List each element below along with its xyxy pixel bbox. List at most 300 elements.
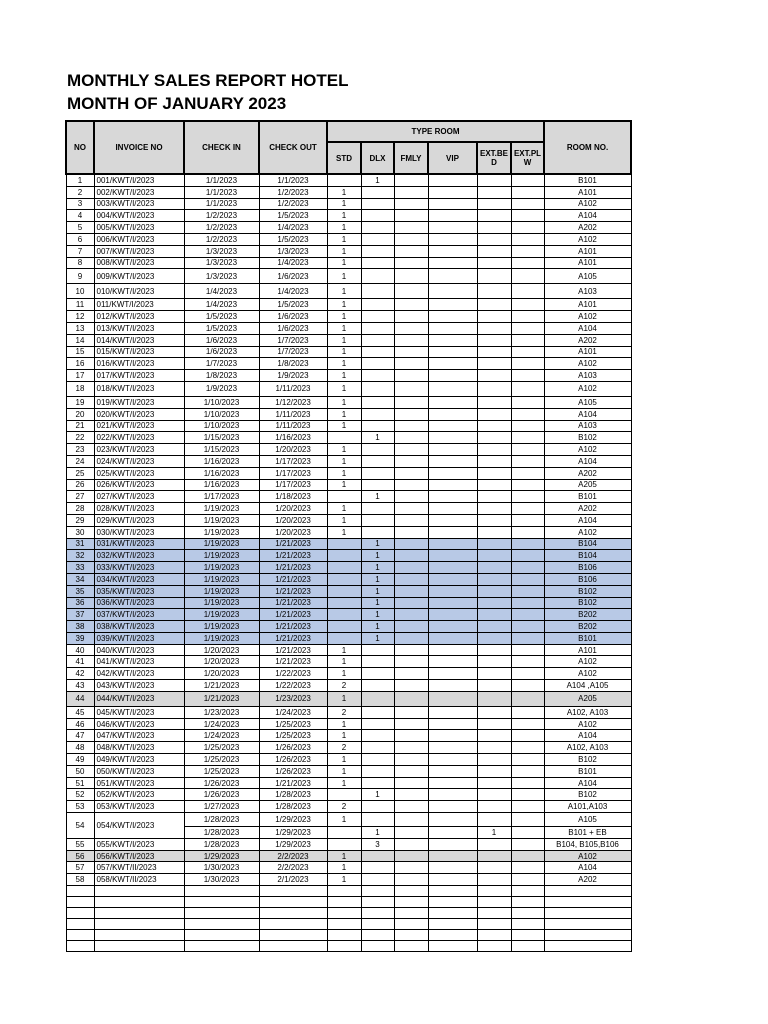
cell-no: 14 bbox=[66, 334, 94, 346]
cell-no: 50 bbox=[66, 765, 94, 777]
empty-cell bbox=[66, 886, 94, 897]
cell-check-in: 1/29/2023 bbox=[184, 850, 259, 862]
cell-vip bbox=[428, 222, 477, 234]
cell-vip bbox=[428, 322, 477, 334]
cell-vip bbox=[428, 174, 477, 186]
cell-fmly bbox=[394, 526, 428, 538]
cell-std: 1 bbox=[327, 514, 361, 526]
cell-ext-bed bbox=[477, 609, 511, 621]
empty-cell bbox=[259, 897, 327, 908]
cell-check-out: 1/29/2023 bbox=[259, 813, 327, 827]
table-row bbox=[66, 381, 631, 396]
cell-vip bbox=[428, 467, 477, 479]
table-row bbox=[66, 299, 631, 311]
cell-std: 1 bbox=[327, 186, 361, 198]
table-row bbox=[66, 621, 631, 633]
cell-vip bbox=[428, 765, 477, 777]
cell-dlx bbox=[361, 222, 394, 234]
cell-ext-plw bbox=[511, 299, 544, 311]
cell-check-in: 1/5/2023 bbox=[184, 322, 259, 334]
cell-ext-plw bbox=[511, 691, 544, 706]
empty-cell bbox=[544, 908, 631, 919]
cell-dlx bbox=[361, 299, 394, 311]
cell-ext-bed bbox=[477, 706, 511, 718]
cell-check-in: 1/1/2023 bbox=[184, 186, 259, 198]
cell-vip bbox=[428, 777, 477, 789]
cell-no: 22 bbox=[66, 432, 94, 444]
table-row bbox=[66, 432, 631, 444]
empty-cell bbox=[477, 930, 511, 941]
table-row bbox=[66, 358, 631, 370]
table-row bbox=[66, 777, 631, 789]
cell-check-in: 1/7/2023 bbox=[184, 358, 259, 370]
table-row bbox=[66, 186, 631, 198]
cell-std: 1 bbox=[327, 322, 361, 334]
cell-room-no: A102 bbox=[544, 718, 631, 730]
cell-dlx: 1 bbox=[361, 621, 394, 633]
cell-check-out: 1/21/2023 bbox=[259, 550, 327, 562]
cell-fmly bbox=[394, 358, 428, 370]
sales-report-table bbox=[65, 120, 632, 952]
table-row bbox=[66, 838, 631, 850]
cell-check-in: 1/2/2023 bbox=[184, 210, 259, 222]
cell-check-out: 1/16/2023 bbox=[259, 432, 327, 444]
cell-fmly bbox=[394, 621, 428, 633]
empty-cell bbox=[327, 897, 361, 908]
cell-no: 46 bbox=[66, 718, 94, 730]
cell-room-no: B102 bbox=[544, 754, 631, 766]
table-row bbox=[66, 656, 631, 668]
cell-dlx bbox=[361, 322, 394, 334]
table-row bbox=[66, 765, 631, 777]
cell-ext-bed bbox=[477, 754, 511, 766]
table-row bbox=[66, 503, 631, 515]
cell-ext-bed bbox=[477, 479, 511, 491]
cell-fmly bbox=[394, 334, 428, 346]
cell-check-in: 1/26/2023 bbox=[184, 789, 259, 801]
cell-invoice: 032/KWT/I/2023 bbox=[94, 550, 184, 562]
cell-check-out: 1/21/2023 bbox=[259, 573, 327, 585]
cell-check-out: 1/8/2023 bbox=[259, 358, 327, 370]
cell-no: 26 bbox=[66, 479, 94, 491]
cell-check-in: 1/26/2023 bbox=[184, 777, 259, 789]
header-room-no: ROOM NO. bbox=[544, 121, 631, 174]
cell-room-no: A105 bbox=[544, 396, 631, 408]
cell-ext-plw bbox=[511, 467, 544, 479]
cell-check-out: 1/29/2023 bbox=[259, 827, 327, 839]
cell-dlx bbox=[361, 514, 394, 526]
empty-cell bbox=[428, 919, 477, 930]
cell-check-in: 1/6/2023 bbox=[184, 334, 259, 346]
report-subtitle: MONTH OF JANUARY 2023 bbox=[67, 94, 287, 113]
header-check-in: CHECK IN bbox=[184, 121, 259, 174]
cell-fmly bbox=[394, 322, 428, 334]
cell-check-in: 1/15/2023 bbox=[184, 432, 259, 444]
cell-check-out: 1/6/2023 bbox=[259, 269, 327, 284]
cell-invoice: 041/KWT/I/2023 bbox=[94, 656, 184, 668]
cell-std bbox=[327, 597, 361, 609]
table-row bbox=[66, 245, 631, 257]
empty-cell bbox=[428, 908, 477, 919]
cell-fmly bbox=[394, 186, 428, 198]
empty-cell bbox=[394, 930, 428, 941]
cell-room-no: A105 bbox=[544, 269, 631, 284]
table-row bbox=[66, 562, 631, 574]
cell-room-no: A104 bbox=[544, 777, 631, 789]
cell-no: 7 bbox=[66, 245, 94, 257]
cell-ext-plw bbox=[511, 838, 544, 850]
cell-std bbox=[327, 562, 361, 574]
cell-check-out: 1/20/2023 bbox=[259, 514, 327, 526]
cell-invoice: 035/KWT/I/2023 bbox=[94, 585, 184, 597]
cell-vip bbox=[428, 730, 477, 742]
cell-fmly bbox=[394, 862, 428, 874]
cell-dlx: 1 bbox=[361, 573, 394, 585]
cell-no: 1 bbox=[66, 174, 94, 186]
cell-fmly bbox=[394, 742, 428, 754]
cell-fmly bbox=[394, 813, 428, 827]
cell-check-out: 1/21/2023 bbox=[259, 632, 327, 644]
cell-fmly bbox=[394, 644, 428, 656]
cell-room-no: B102 bbox=[544, 789, 631, 801]
cell-ext-bed bbox=[477, 257, 511, 269]
cell-room-no: A103 bbox=[544, 284, 631, 299]
cell-vip bbox=[428, 742, 477, 754]
cell-fmly bbox=[394, 668, 428, 680]
cell-no: 38 bbox=[66, 621, 94, 633]
empty-cell bbox=[544, 897, 631, 908]
cell-std bbox=[327, 621, 361, 633]
cell-room-no: A102 bbox=[544, 526, 631, 538]
empty-cell bbox=[544, 941, 631, 952]
cell-fmly bbox=[394, 311, 428, 323]
cell-check-out: 2/2/2023 bbox=[259, 850, 327, 862]
cell-vip bbox=[428, 656, 477, 668]
cell-std: 1 bbox=[327, 257, 361, 269]
cell-fmly bbox=[394, 550, 428, 562]
table-row bbox=[66, 668, 631, 680]
cell-invoice: 012/KWT/I/2023 bbox=[94, 311, 184, 323]
cell-dlx bbox=[361, 850, 394, 862]
cell-vip bbox=[428, 538, 477, 550]
cell-no: 5 bbox=[66, 222, 94, 234]
cell-vip bbox=[428, 609, 477, 621]
cell-check-out: 1/21/2023 bbox=[259, 621, 327, 633]
empty-cell bbox=[184, 897, 259, 908]
header-type-room: TYPE ROOM bbox=[327, 121, 544, 142]
empty-cell bbox=[184, 930, 259, 941]
cell-invoice: 040/KWT/I/2023 bbox=[94, 644, 184, 656]
cell-room-no: A101 bbox=[544, 257, 631, 269]
cell-invoice: 031/KWT/I/2023 bbox=[94, 538, 184, 550]
empty-cell bbox=[66, 930, 94, 941]
cell-fmly bbox=[394, 874, 428, 886]
cell-invoice: 048/KWT/I/2023 bbox=[94, 742, 184, 754]
cell-check-out: 2/1/2023 bbox=[259, 874, 327, 886]
table-row bbox=[66, 269, 631, 284]
cell-check-out: 1/22/2023 bbox=[259, 680, 327, 692]
cell-dlx bbox=[361, 467, 394, 479]
cell-fmly bbox=[394, 838, 428, 850]
cell-no: 6 bbox=[66, 233, 94, 245]
empty-cell bbox=[259, 941, 327, 952]
cell-vip bbox=[428, 491, 477, 503]
cell-fmly bbox=[394, 765, 428, 777]
cell-invoice: 039/KWT/I/2023 bbox=[94, 632, 184, 644]
header-no: NO bbox=[66, 121, 94, 174]
cell-std: 1 bbox=[327, 198, 361, 210]
cell-invoice: 026/KWT/I/2023 bbox=[94, 479, 184, 491]
empty-cell bbox=[94, 930, 184, 941]
cell-fmly bbox=[394, 299, 428, 311]
empty-cell bbox=[511, 897, 544, 908]
cell-room-no: A101 bbox=[544, 644, 631, 656]
cell-dlx bbox=[361, 257, 394, 269]
cell-room-no: B101 + EB bbox=[544, 827, 631, 839]
empty-cell bbox=[361, 897, 394, 908]
cell-invoice: 014/KWT/I/2023 bbox=[94, 334, 184, 346]
cell-dlx bbox=[361, 742, 394, 754]
cell-no: 24 bbox=[66, 455, 94, 467]
cell-room-no: A104 bbox=[544, 862, 631, 874]
cell-vip bbox=[428, 644, 477, 656]
table-row bbox=[66, 632, 631, 644]
empty-cell bbox=[394, 941, 428, 952]
cell-check-in: 1/28/2023 bbox=[184, 813, 259, 827]
empty-cell bbox=[94, 897, 184, 908]
table-row bbox=[66, 284, 631, 299]
cell-ext-bed bbox=[477, 526, 511, 538]
cell-ext-plw bbox=[511, 432, 544, 444]
cell-no: 12 bbox=[66, 311, 94, 323]
cell-room-no: A104 bbox=[544, 455, 631, 467]
table-row bbox=[66, 538, 631, 550]
cell-ext-bed bbox=[477, 691, 511, 706]
cell-check-in: 1/24/2023 bbox=[184, 718, 259, 730]
cell-check-in: 1/3/2023 bbox=[184, 269, 259, 284]
cell-no: 10 bbox=[66, 284, 94, 299]
cell-std: 1 bbox=[327, 765, 361, 777]
cell-dlx: 1 bbox=[361, 827, 394, 839]
cell-fmly bbox=[394, 514, 428, 526]
cell-std: 2 bbox=[327, 742, 361, 754]
cell-vip bbox=[428, 420, 477, 432]
empty-cell bbox=[259, 930, 327, 941]
cell-check-out: 1/17/2023 bbox=[259, 479, 327, 491]
cell-check-out: 1/24/2023 bbox=[259, 706, 327, 718]
cell-room-no: B106 bbox=[544, 573, 631, 585]
cell-no: 43 bbox=[66, 680, 94, 692]
cell-ext-bed bbox=[477, 346, 511, 358]
cell-no: 18 bbox=[66, 381, 94, 396]
cell-std: 1 bbox=[327, 245, 361, 257]
cell-no: 44 bbox=[66, 691, 94, 706]
cell-room-no: A104 bbox=[544, 210, 631, 222]
empty-cell bbox=[394, 919, 428, 930]
cell-check-in: 1/10/2023 bbox=[184, 408, 259, 420]
empty-cell bbox=[94, 886, 184, 897]
cell-fmly bbox=[394, 222, 428, 234]
cell-check-in: 1/8/2023 bbox=[184, 370, 259, 382]
cell-ext-bed bbox=[477, 311, 511, 323]
cell-std bbox=[327, 491, 361, 503]
cell-no: 36 bbox=[66, 597, 94, 609]
empty-row bbox=[66, 941, 631, 952]
empty-cell bbox=[477, 941, 511, 952]
cell-check-in: 1/21/2023 bbox=[184, 691, 259, 706]
cell-dlx bbox=[361, 284, 394, 299]
table-row bbox=[66, 198, 631, 210]
cell-invoice: 054/KWT/I/2023 bbox=[94, 813, 184, 839]
cell-check-in: 1/25/2023 bbox=[184, 765, 259, 777]
cell-invoice: 011/KWT/I/2023 bbox=[94, 299, 184, 311]
cell-ext-bed bbox=[477, 408, 511, 420]
cell-no: 57 bbox=[66, 862, 94, 874]
cell-ext-bed: 1 bbox=[477, 827, 511, 839]
cell-check-out: 1/20/2023 bbox=[259, 444, 327, 456]
cell-vip bbox=[428, 370, 477, 382]
cell-fmly bbox=[394, 632, 428, 644]
cell-vip bbox=[428, 691, 477, 706]
empty-cell bbox=[184, 919, 259, 930]
cell-vip bbox=[428, 299, 477, 311]
cell-no: 56 bbox=[66, 850, 94, 862]
cell-invoice: 030/KWT/I/2023 bbox=[94, 526, 184, 538]
cell-std: 1 bbox=[327, 503, 361, 515]
cell-check-in: 1/19/2023 bbox=[184, 538, 259, 550]
cell-std: 1 bbox=[327, 777, 361, 789]
empty-cell bbox=[66, 897, 94, 908]
cell-room-no: A101 bbox=[544, 245, 631, 257]
cell-check-out: 1/1/2023 bbox=[259, 174, 327, 186]
cell-ext-plw bbox=[511, 742, 544, 754]
cell-dlx bbox=[361, 444, 394, 456]
table-row bbox=[66, 174, 631, 186]
cell-ext-plw bbox=[511, 479, 544, 491]
cell-invoice: 020/KWT/I/2023 bbox=[94, 408, 184, 420]
cell-ext-plw bbox=[511, 526, 544, 538]
cell-no: 17 bbox=[66, 370, 94, 382]
cell-invoice: 058/KWT/II/2023 bbox=[94, 874, 184, 886]
cell-dlx bbox=[361, 370, 394, 382]
cell-dlx bbox=[361, 420, 394, 432]
cell-ext-plw bbox=[511, 444, 544, 456]
cell-room-no: A102, A103 bbox=[544, 706, 631, 718]
cell-no: 30 bbox=[66, 526, 94, 538]
cell-vip bbox=[428, 597, 477, 609]
header-ext-plw: EXT.PL W bbox=[511, 142, 544, 174]
cell-vip bbox=[428, 257, 477, 269]
cell-std: 1 bbox=[327, 813, 361, 827]
cell-check-out: 1/17/2023 bbox=[259, 467, 327, 479]
cell-dlx bbox=[361, 718, 394, 730]
cell-room-no: B104 bbox=[544, 550, 631, 562]
cell-ext-plw bbox=[511, 597, 544, 609]
empty-cell bbox=[394, 886, 428, 897]
cell-no: 2 bbox=[66, 186, 94, 198]
cell-vip bbox=[428, 210, 477, 222]
cell-room-no: B202 bbox=[544, 609, 631, 621]
cell-invoice: 052/KWT/I/2023 bbox=[94, 789, 184, 801]
cell-invoice: 015/KWT/I/2023 bbox=[94, 346, 184, 358]
cell-invoice: 045/KWT/I/2023 bbox=[94, 706, 184, 718]
cell-std bbox=[327, 573, 361, 585]
cell-vip bbox=[428, 789, 477, 801]
cell-ext-bed bbox=[477, 299, 511, 311]
cell-room-no: A101 bbox=[544, 186, 631, 198]
cell-dlx bbox=[361, 381, 394, 396]
cell-check-in: 1/19/2023 bbox=[184, 621, 259, 633]
cell-ext-plw bbox=[511, 174, 544, 186]
cell-check-in: 1/20/2023 bbox=[184, 656, 259, 668]
cell-room-no: A102 bbox=[544, 444, 631, 456]
cell-ext-plw bbox=[511, 656, 544, 668]
empty-cell bbox=[94, 941, 184, 952]
cell-ext-bed bbox=[477, 789, 511, 801]
cell-room-no: A102 bbox=[544, 198, 631, 210]
cell-ext-bed bbox=[477, 334, 511, 346]
cell-vip bbox=[428, 850, 477, 862]
cell-room-no: A202 bbox=[544, 503, 631, 515]
cell-room-no: A104 bbox=[544, 408, 631, 420]
cell-ext-plw bbox=[511, 455, 544, 467]
cell-ext-bed bbox=[477, 644, 511, 656]
cell-std: 1 bbox=[327, 874, 361, 886]
table-row bbox=[66, 691, 631, 706]
cell-check-in: 1/19/2023 bbox=[184, 514, 259, 526]
cell-check-out: 1/7/2023 bbox=[259, 346, 327, 358]
cell-no: 49 bbox=[66, 754, 94, 766]
cell-std bbox=[327, 538, 361, 550]
cell-check-in: 1/30/2023 bbox=[184, 874, 259, 886]
empty-cell bbox=[511, 908, 544, 919]
cell-check-in: 1/4/2023 bbox=[184, 299, 259, 311]
cell-check-in: 1/16/2023 bbox=[184, 467, 259, 479]
cell-no: 48 bbox=[66, 742, 94, 754]
empty-cell bbox=[66, 919, 94, 930]
cell-fmly bbox=[394, 381, 428, 396]
cell-check-in: 1/10/2023 bbox=[184, 420, 259, 432]
cell-check-in: 1/5/2023 bbox=[184, 311, 259, 323]
cell-check-in: 1/24/2023 bbox=[184, 730, 259, 742]
cell-ext-bed bbox=[477, 562, 511, 574]
cell-room-no: B101 bbox=[544, 632, 631, 644]
empty-cell bbox=[477, 919, 511, 930]
cell-room-no: A103 bbox=[544, 370, 631, 382]
cell-room-no: A102 bbox=[544, 233, 631, 245]
report-title: MONTHLY SALES REPORT HOTEL bbox=[67, 71, 349, 90]
cell-no: 8 bbox=[66, 257, 94, 269]
table-row bbox=[66, 210, 631, 222]
cell-no: 20 bbox=[66, 408, 94, 420]
empty-row bbox=[66, 886, 631, 897]
cell-check-out: 1/2/2023 bbox=[259, 198, 327, 210]
cell-std: 1 bbox=[327, 408, 361, 420]
cell-std: 1 bbox=[327, 381, 361, 396]
cell-no: 51 bbox=[66, 777, 94, 789]
cell-ext-plw bbox=[511, 284, 544, 299]
cell-no: 58 bbox=[66, 874, 94, 886]
cell-no: 34 bbox=[66, 573, 94, 585]
cell-fmly bbox=[394, 370, 428, 382]
cell-room-no: A102 bbox=[544, 381, 631, 396]
cell-ext-plw bbox=[511, 210, 544, 222]
cell-ext-bed bbox=[477, 198, 511, 210]
empty-cell bbox=[394, 908, 428, 919]
cell-check-out: 1/26/2023 bbox=[259, 754, 327, 766]
header-fmly: FMLY bbox=[394, 142, 428, 174]
cell-no: 37 bbox=[66, 609, 94, 621]
